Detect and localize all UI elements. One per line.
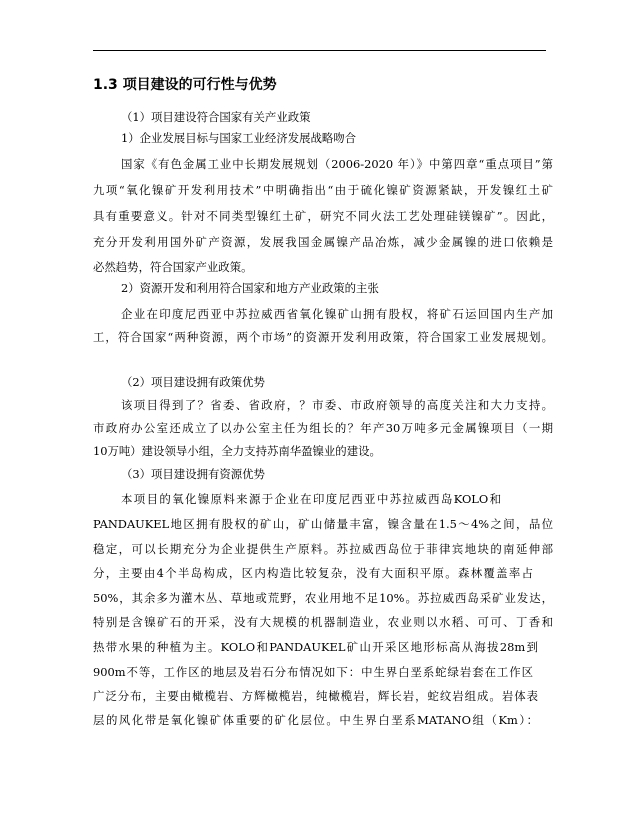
section-title: 项目建设的可行性与优势 — [122, 77, 277, 93]
section-number: 1.3 — [93, 77, 118, 93]
paragraph-line: 稳定，可以长期充分为企业提供生产原料。苏拉威西岛位于菲律宾地块的南延伸部 — [93, 542, 553, 556]
paragraph-line: 10万吨）建设领导小组，全力支持苏南华盈镍业的建设。 — [93, 444, 381, 458]
header-rule — [93, 50, 546, 51]
paragraph-line: 50%，其余多为灌木丛、草地或荒野，农业用地不足10%。苏拉威西岛采矿业发达， — [93, 591, 553, 605]
subheading-policy-1: （1）项目建设符合国家有关产业政策 — [121, 110, 311, 124]
paragraph-line: 企业在印度尼西亚中苏拉威西省氧化镍矿山拥有股权，将矿石运回国内生产加 — [121, 307, 553, 321]
paragraph-line: 该项目得到了？省委、省政府，？市委、市政府领导的高度关注和大力支持。 — [121, 398, 553, 412]
paragraph-line: 九项“氧化镍矿开发利用技术”中明确指出“由于硫化镍矿资源紧缺，开发镍红土矿 — [93, 183, 553, 197]
paragraph-line: 特别是含镍矿石的开采，没有大规模的机器制造业，农业则以水稻、可可、丁香和 — [93, 615, 553, 629]
paragraph-line: 充分开发利用国外矿产资源，发展我国金属镍产品冶炼，减少金属镍的进口依赖是 — [93, 235, 553, 249]
paragraph-line: 必然趋势，符合国家产业政策。 — [93, 260, 253, 274]
subheading-policy-1-2: 2）资源开发和利用符合国家和地方产业政策的主张 — [121, 281, 379, 295]
paragraph-line: 分，主要由4个半岛构成，区内构造比较复杂，没有大面积平原。森林覆盖率占 — [93, 566, 533, 580]
paragraph-line: 层的风化带是氧化镍矿体重要的矿化层位。中生界白垩系MATANO组（Km）： — [93, 713, 538, 727]
paragraph-line: 广泛分布，主要由橄榄岩、方辉橄榄岩，纯橄榄岩，辉长岩，蛇纹岩组成。岩体表 — [93, 689, 538, 703]
subheading-policy-1-1: 1）企业发展目标与国家工业经济发展战略吻合 — [121, 131, 357, 145]
paragraph-line: 市政府办公室还成立了以办公室主任为组长的？年产30万吨多元金属镍项目（一期 — [93, 421, 553, 435]
paragraph-line: 热带水果的种植为主。KOLO和PANDAUKEL矿山开采区地形标高从海拔28m到 — [93, 640, 538, 654]
paragraph-line: 900m不等，工作区的地层及岩石分布情况如下：中生界白垩系蛇绿岩套在工作区 — [93, 665, 533, 679]
paragraph-line: 具有重要意义。针对不同类型镍红土矿，研究不同火法工艺处理硅镁镍矿”。因此， — [93, 209, 553, 223]
paragraph-line: 国家《有色金属工业中长期发展规划（2006-2020 年）》中第四章“重点项目”第 — [121, 157, 553, 171]
paragraph-line: 本项目的氧化镍原料来源于企业在印度尼西亚中苏拉威西岛KOLO和 — [121, 492, 501, 506]
subheading-policy-advantage: （2）项目建设拥有政策优势 — [121, 375, 265, 389]
section-heading — [93, 76, 277, 94]
subheading-resource-advantage: （3）项目建设拥有资源优势 — [121, 467, 265, 481]
paragraph-line: PANDAUKEL地区拥有股权的矿山，矿山储量丰富，镍含量在1.5～4%之间，品位 — [93, 517, 553, 531]
paragraph-line: 工，符合国家“两种资源，两个市场”的资源开发利用政策，符合国家工业发展规划。 — [93, 330, 553, 344]
